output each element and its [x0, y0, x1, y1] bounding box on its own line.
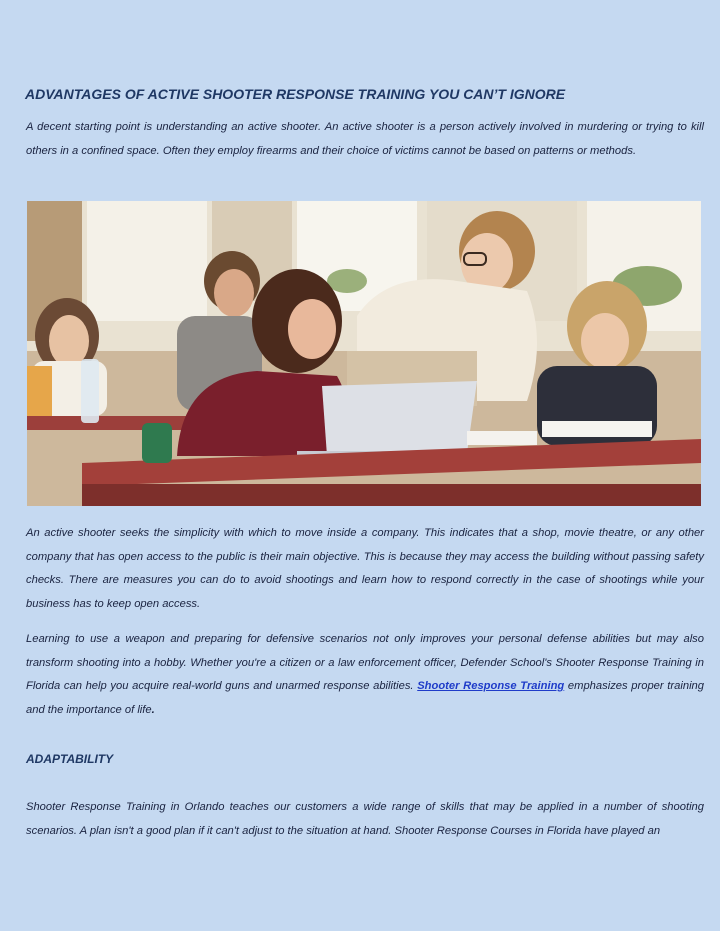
intro-paragraph: A decent starting point is understanding an active shooter. An active shooter is a person actively involved in murdering or trying to kill others in a confined space. Often they employ firearms and their choice of victims cannot be based on patterns or methods.	[26, 121, 704, 157]
classroom-photo	[27, 201, 701, 506]
page-title: ADVANTAGES OF ACTIVE SHOOTER RESPONSE TRAINING YOU CAN’T IGNORE	[25, 86, 566, 102]
training-text-after-link: emphasizes proper training and the importance of life	[26, 680, 704, 716]
adaptability-paragraph: Shooter Response Training in Orlando teaches our customers a wide range of skills that may be applied in a number of shooting scenarios. A plan isn't a good plan if it can't adjust to the situation at hand. Shooter Response Courses in Florida have played an	[26, 801, 704, 837]
adaptability-heading: ADAPTABILITY	[26, 752, 114, 766]
company-access-paragraph: An active shooter seeks the simplicity with which to move inside a company. This indicates that a shop, movie theatre, or any other company that has open access to the public is their main objective. This is because they may access the building without passing safety checks. There are measures you can do to avoid shootings and learn how to respond correctly in the case of shootings while your business has to keep open access.	[26, 527, 704, 610]
training-text-before-link: Learning to use a weapon and preparing for defensive scenarios not only improves your personal defense abilities but may also transform shooting into a hobby. Whether you're a citizen or a law enforcement officer, Defender School's Shooter Response Training in Florida can help you acquire real-world guns and unarmed response abilities.	[26, 633, 704, 692]
training-end-mark: .	[151, 703, 155, 716]
shooter-response-training-link[interactable]: Shooter Response Training	[417, 680, 565, 692]
training-paragraph	[26, 628, 704, 722]
